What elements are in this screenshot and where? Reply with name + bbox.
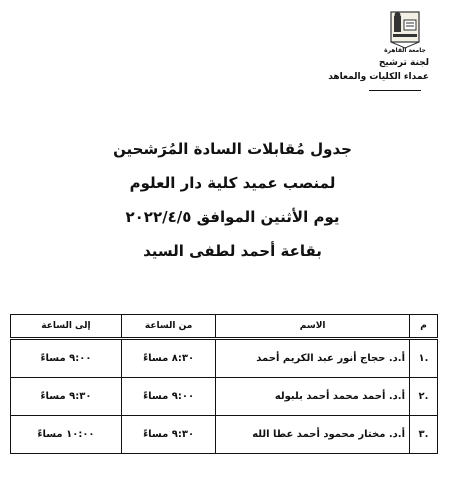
header-to: إلى الساعة <box>11 315 122 339</box>
committee-line-2: عمداء الكليات والمعاهد <box>328 72 429 82</box>
header-name: الاسم <box>216 315 410 339</box>
row-to: ٩:٣٠ مساءً <box>11 378 122 416</box>
title-line-4: بقاعة أحمد لطفى السيد <box>143 242 322 260</box>
committee-line-1: لجنة ترشيح <box>378 58 429 68</box>
row-from: ٩:٣٠ مساءً <box>121 416 215 454</box>
header-num: م <box>410 315 438 339</box>
row-to: ٩:٠٠ مساءً <box>11 339 122 378</box>
row-name: أ.د. حجاج أنور عبد الكريم أحمد <box>216 339 410 378</box>
document-title <box>0 138 465 274</box>
interview-schedule-table <box>10 314 438 454</box>
committee-underline <box>369 90 421 91</box>
row-name: أ.د. أحمد محمد أحمد بلبوله <box>216 378 410 416</box>
header-from: من الساعة <box>121 315 215 339</box>
table-row <box>11 378 438 416</box>
row-name: أ.د. مختار محمود أحمد عطا الله <box>216 416 410 454</box>
logo-caption: جامعة القاهرة <box>384 47 426 54</box>
title-line-3: يوم الأثنين الموافق ٢٠٢٢/٤/٥ <box>125 208 340 226</box>
row-from: ٨:٣٠ مساءً <box>121 339 215 378</box>
committee-heading <box>328 56 429 91</box>
row-num: .١ <box>410 339 438 378</box>
table-row <box>11 339 438 378</box>
title-line-2: لمنصب عميد كلية دار العلوم <box>129 174 336 192</box>
row-from: ٩:٠٠ مساءً <box>121 378 215 416</box>
row-num: .٣ <box>410 416 438 454</box>
table-row <box>11 416 438 454</box>
title-line-1: جدول مُقابلات السادة المُرَشحين <box>113 140 352 158</box>
row-num: .٢ <box>410 378 438 416</box>
row-to: ١٠:٠٠ مساءً <box>11 416 122 454</box>
table-header-row <box>11 315 438 339</box>
